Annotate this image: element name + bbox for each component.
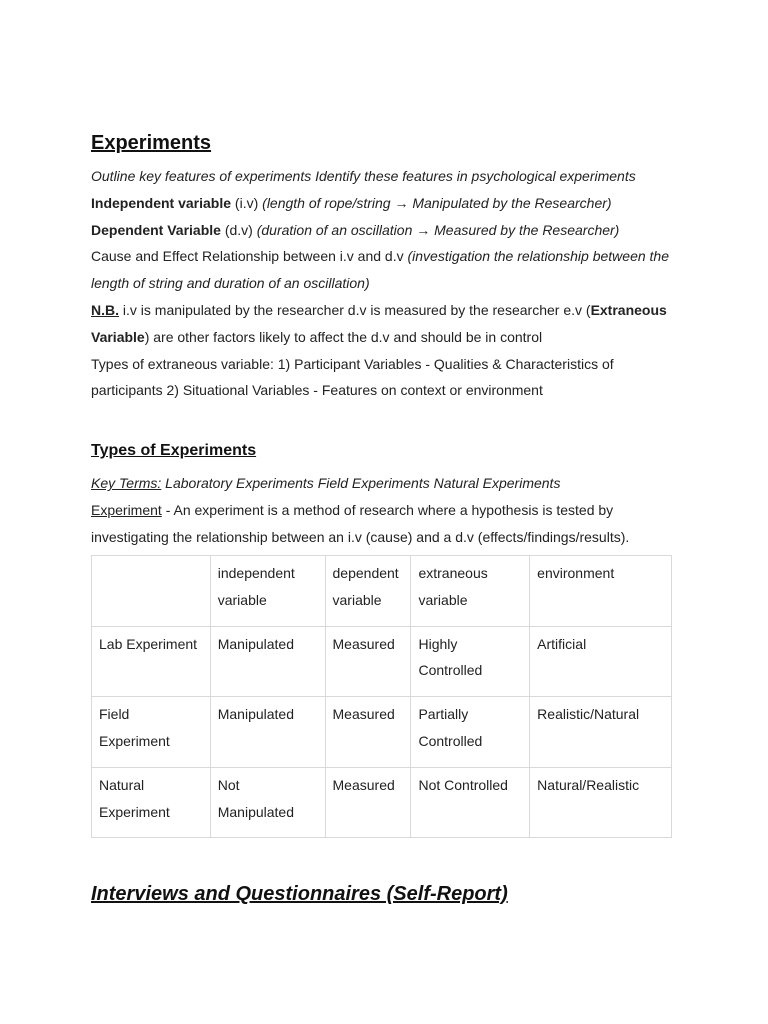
table-cell: Field Experiment <box>92 697 211 768</box>
dv-term: Dependent Variable <box>91 221 221 238</box>
table-header-cell: independent variable <box>210 556 325 627</box>
table-cell: Measured <box>325 767 411 838</box>
experiment-def-text: - An experiment is a method of research where a hypothesis is tested by investigating the relationship between an i.v (cause) and a d.v (effects/findings/results). <box>91 501 630 545</box>
table-cell: Natural/Realistic <box>530 767 672 838</box>
table-header-cell: extraneous variable <box>411 556 530 627</box>
table-cell: Manipulated <box>210 626 325 697</box>
table-header-cell: dependent variable <box>325 556 411 627</box>
iv-term: Independent variable <box>91 194 232 211</box>
section-title-types: Types of Experiments <box>91 442 257 459</box>
nb-text-1: i.v is manipulated by the researcher d.v is measured by the researcher e.v ( <box>119 301 591 318</box>
types-extraneous-line: Types of extraneous variable: 1) Participant Variables - Qualities & Characteristics of participants 2) Situational Variables - Features on context or environment <box>91 355 614 399</box>
table-cell: Natural Experiment <box>92 767 211 838</box>
section-title-interviews: Interviews and Questionnaires (Self-Report) <box>91 883 508 905</box>
cause-note: (investigation the relationship between the length of string and duration of an oscillation) <box>91 248 670 292</box>
table-header-cell <box>92 556 211 627</box>
types-body <box>91 470 681 550</box>
table-cell: Measured <box>325 697 411 768</box>
iv-line <box>91 190 681 217</box>
dv-note: (duration of an oscillation → Measured by the Researcher) <box>256 221 620 238</box>
iv-abbr: (i.v) <box>231 194 263 211</box>
table-cell: Not Manipulated <box>210 767 325 838</box>
cause-effect-line <box>91 243 681 297</box>
table-cell: Partially Controlled <box>411 697 530 768</box>
experiments-body <box>91 163 681 404</box>
table-row <box>92 697 672 768</box>
experiments-table <box>91 555 672 838</box>
experiment-label: Experiment <box>91 501 162 518</box>
key-terms-list: Laboratory Experiments Field Experiments Natural Experiments <box>161 475 561 491</box>
nb-label: N.B. <box>91 301 119 318</box>
table-cell: Lab Experiment <box>92 626 211 697</box>
nb-text-2: ) are other factors likely to affect the d.v and should be in control <box>144 328 543 345</box>
table-cell: Highly Controlled <box>411 626 530 697</box>
table-cell: Realistic/Natural <box>530 697 672 768</box>
table-header-row <box>92 556 672 627</box>
section-title-experiments: Experiments <box>91 132 212 154</box>
table-cell: Not Controlled <box>411 767 530 838</box>
table-row <box>92 626 672 697</box>
cause-text: Cause and Effect Relationship between i.v and d.v <box>91 248 408 265</box>
table-row <box>92 767 672 838</box>
dv-abbr: (d.v) <box>220 221 257 238</box>
table-cell: Manipulated <box>210 697 325 768</box>
key-terms-line <box>91 470 681 497</box>
experiment-definition <box>91 497 681 551</box>
dv-line <box>91 217 681 244</box>
iv-note: (length of rope/string → Manipulated by the Researcher) <box>262 194 612 211</box>
nb-paragraph <box>91 297 681 351</box>
outline-line: Outline key features of experiments Identify these features in psychological experiments <box>91 168 636 184</box>
table-cell: Measured <box>325 626 411 697</box>
nb-extraneous-term: Extraneous Variable <box>91 301 667 345</box>
table-header-cell: environment <box>530 556 672 627</box>
table-cell: Artificial <box>530 626 672 697</box>
key-terms-label: Key Terms: <box>91 475 162 491</box>
